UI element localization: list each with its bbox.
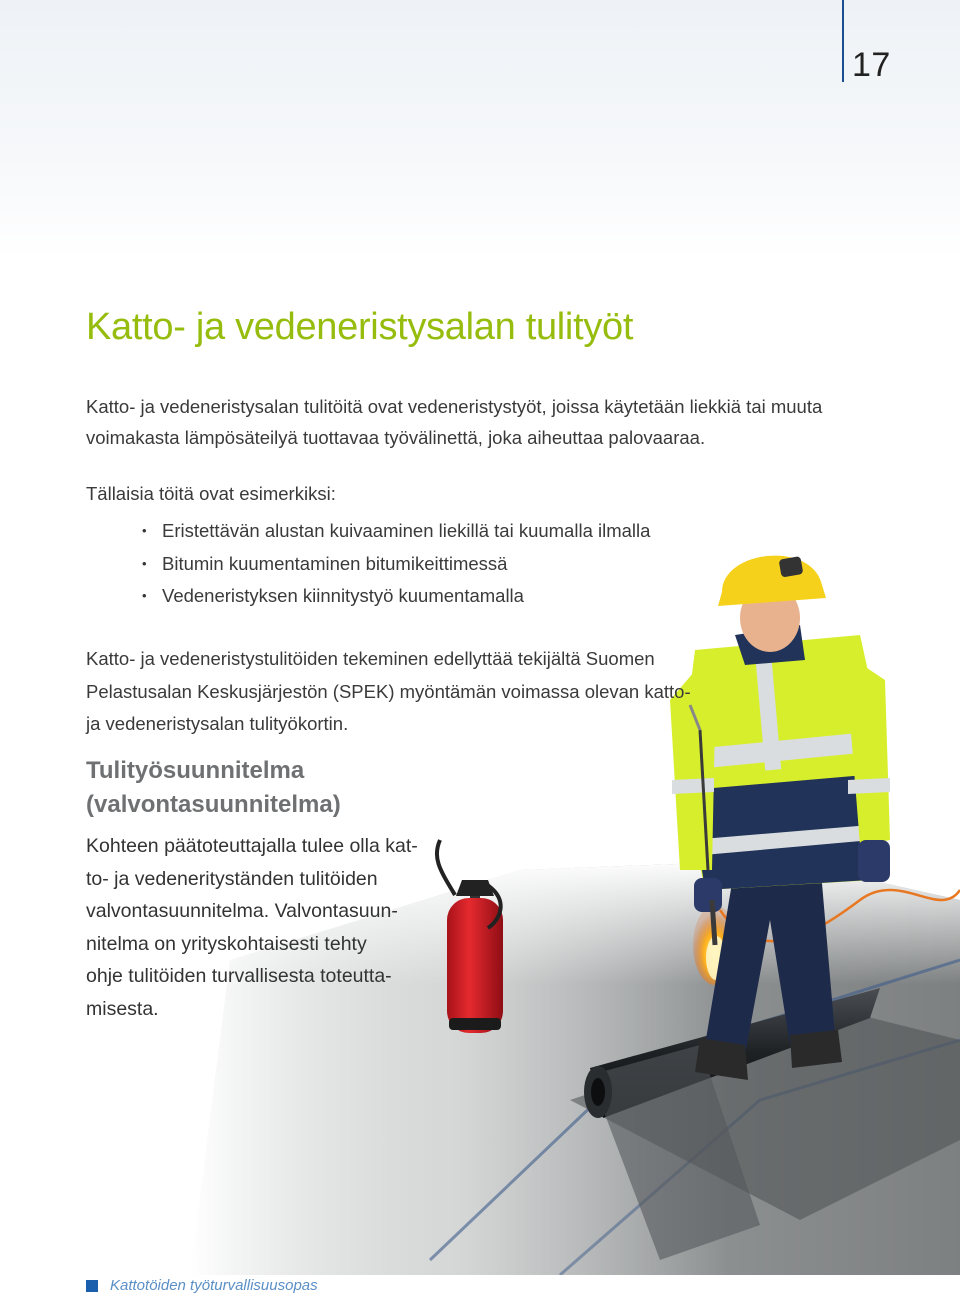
list-item [86, 580, 786, 613]
examples-list [86, 515, 786, 613]
top-background-band [0, 0, 960, 260]
page-number: 17 [852, 46, 891, 84]
page-title: Katto- ja vedeneristysalan tulityöt [86, 306, 634, 348]
bullet-icon: • [142, 588, 147, 603]
bullet-icon: • [142, 555, 147, 571]
list-item-text: Bitumin kuumentaminen bitumikeittimessä [162, 552, 508, 574]
page-number-rule [842, 0, 844, 82]
requirement-paragraph: Katto- ja vedeneristystulitöiden tekeminen edellyttää tekijältä Suomen Pelastusalan Keskusjärjestön (SPEK) myöntämän voimassa olevan katto- ja vedeneristysalan tulityökortin. [86, 648, 691, 734]
footer-square-icon [86, 1280, 98, 1292]
plan-paragraph [86, 830, 446, 1025]
plan-line: nitelma on yrityskohtaisesti tehty [86, 932, 367, 955]
examples-label: Tällaisia töitä ovat esimerkiksi: [86, 483, 336, 504]
intro-paragraph: Katto- ja vedeneristysalan tulitöitä ovat vedeneristystyöt, joissa käytetään liekkiä tai muuta voimakasta lämpösäteilyä tuottavaa työvälinettä, joka aiheuttaa palovaaraa. [86, 396, 823, 448]
plan-line: misesta. [86, 997, 159, 1020]
list-item-text: Vedeneristyksen kiinnitystyö kuumentamalla [162, 585, 524, 606]
list-item-text: Eristettävän alustan kuivaaminen liekillä tai kuumalla ilmalla [162, 520, 651, 541]
list-item [86, 548, 786, 581]
list-item [86, 515, 786, 548]
footer-title: Kattotöiden työturvallisuusopas [110, 1277, 318, 1294]
plan-line: Kohteen päätoteuttajalla tulee olla kat- [86, 835, 418, 857]
plan-line: valvontasuunnitelma. Valvontasuun- [86, 900, 398, 922]
bullet-icon: • [142, 523, 147, 538]
plan-line: ohje tulitöiden turvallisesta toteutta- [86, 965, 392, 987]
plan-line: to- ja vedenerityständen tulitöiden [86, 867, 378, 890]
section-heading: Tulityösuunnitelma (valvontasuunnitelma) [86, 757, 341, 818]
